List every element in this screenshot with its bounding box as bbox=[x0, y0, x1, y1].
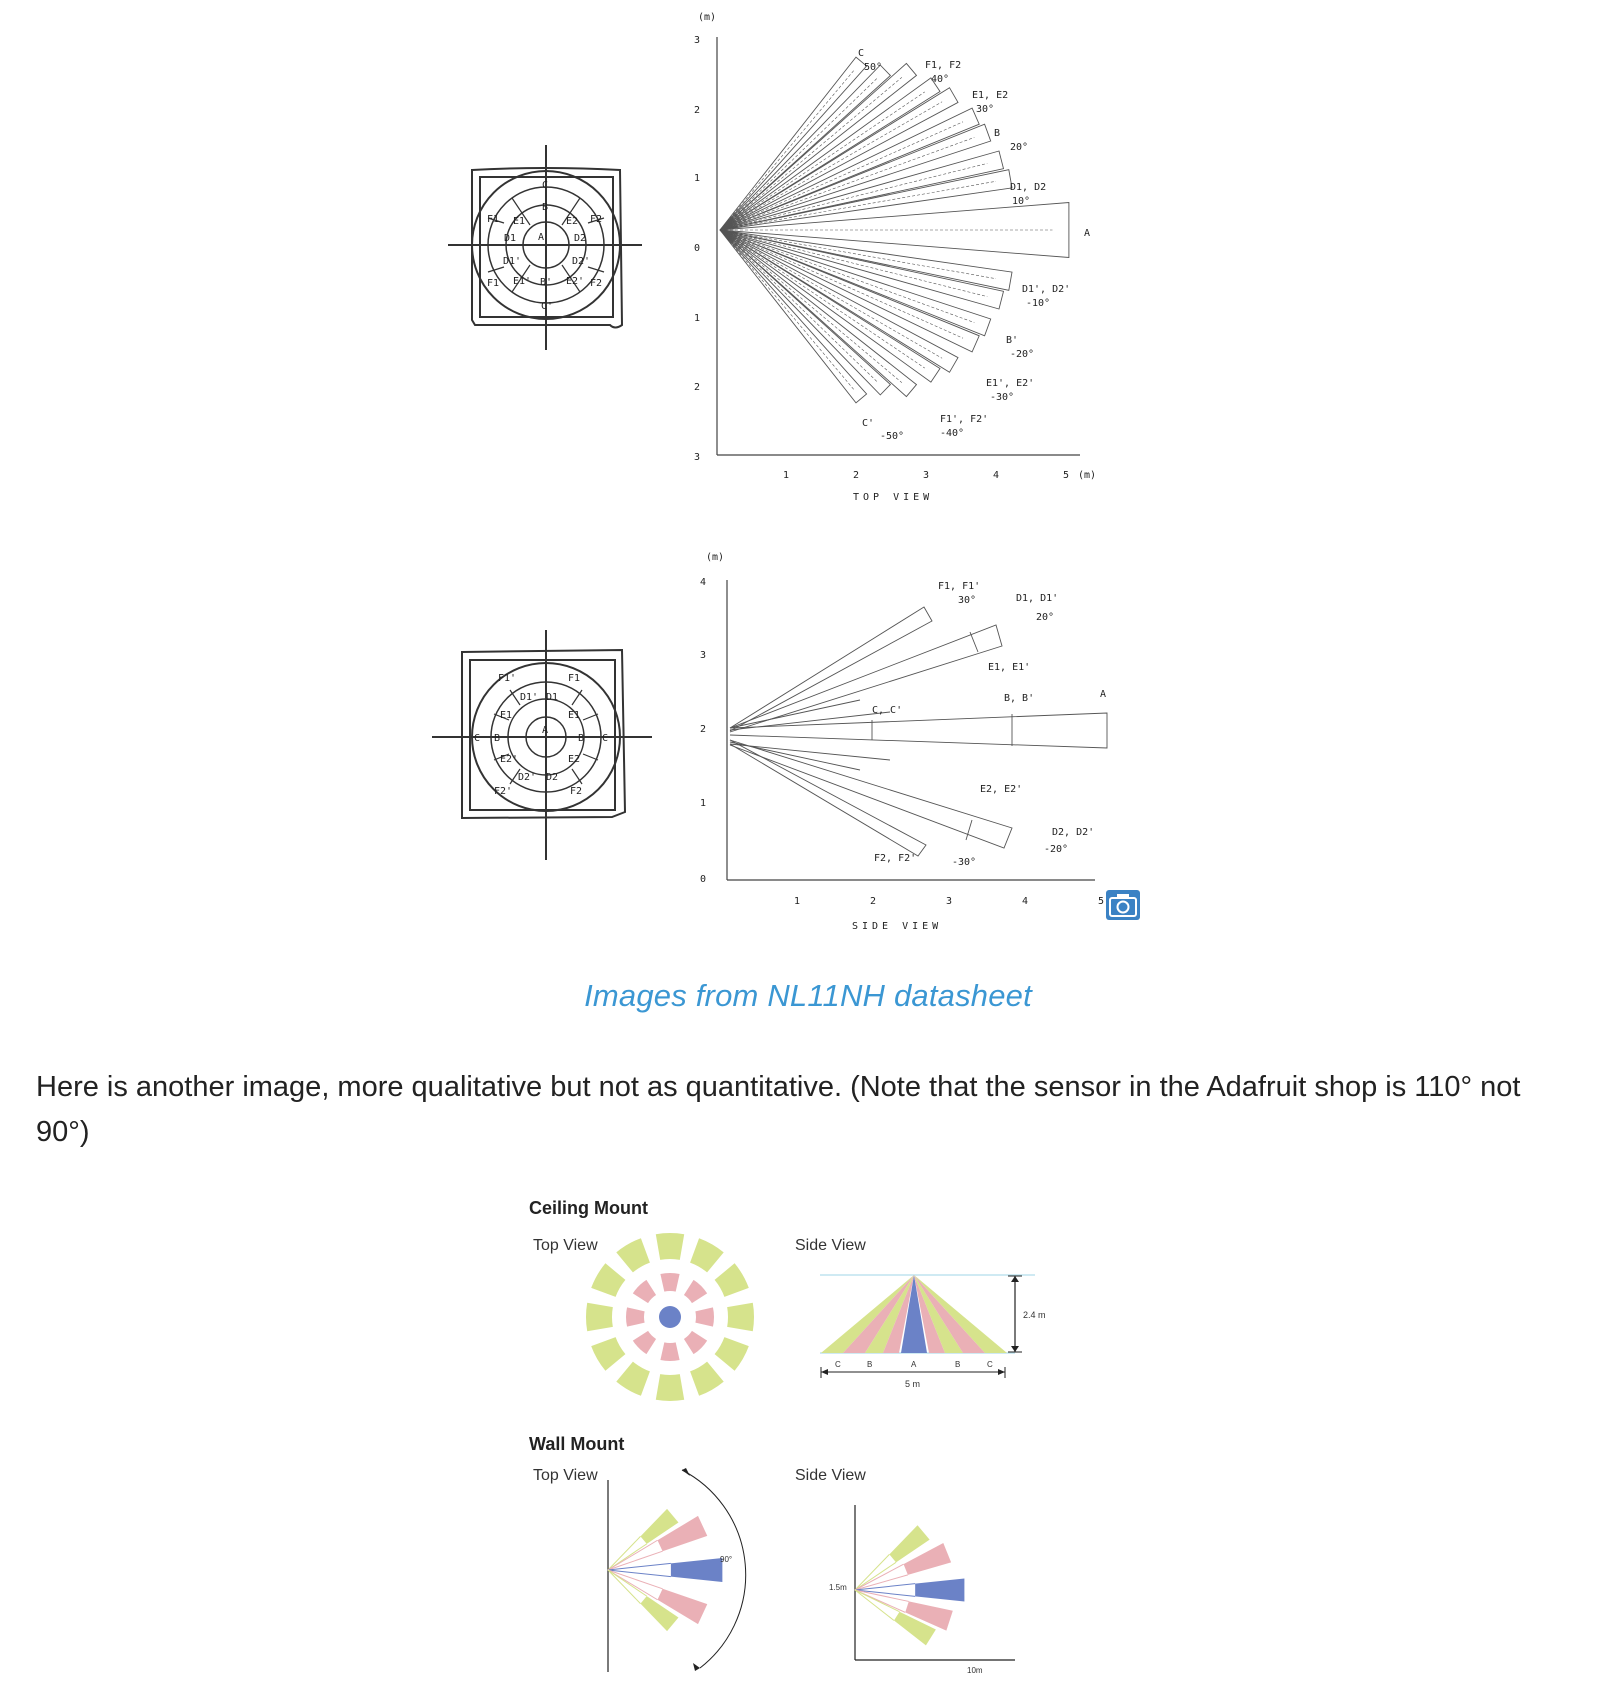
lens-label: C' bbox=[541, 301, 554, 312]
zone-angle: 50° bbox=[864, 62, 883, 73]
zone-angle: 40° bbox=[931, 74, 950, 85]
zone-label-b: B bbox=[994, 128, 1001, 139]
lens-label: E1' bbox=[513, 276, 532, 287]
lens-label: B bbox=[542, 202, 549, 213]
lens-label: D1 bbox=[546, 692, 559, 703]
ceiling-range-label: 5 m bbox=[905, 1379, 921, 1389]
y-tick: 3 bbox=[694, 35, 701, 46]
zone-segment bbox=[715, 1263, 749, 1297]
wall-top-view-diagram bbox=[600, 1460, 750, 1682]
zone-segment bbox=[616, 1238, 650, 1272]
beam bbox=[720, 230, 917, 397]
zone-label-d2-d2p: D2, D2' bbox=[1052, 827, 1095, 838]
top-view-zone-labels bbox=[858, 48, 1090, 442]
zone-letter: C bbox=[987, 1360, 993, 1369]
zone-label-d1-d2: D1, D2 bbox=[1010, 182, 1047, 193]
x-tick: 1 bbox=[783, 470, 790, 481]
zone-segment bbox=[586, 1303, 613, 1331]
beam-centerline bbox=[720, 230, 877, 382]
top-view-axes bbox=[717, 37, 1080, 455]
zone-angle: 20° bbox=[1036, 612, 1055, 623]
lens-label: E1 bbox=[568, 710, 581, 721]
zone-segment bbox=[727, 1303, 754, 1331]
zone-angle: -30° bbox=[990, 392, 1015, 403]
zone-angle: 20° bbox=[1010, 142, 1029, 153]
x-tick: 5 bbox=[1063, 470, 1070, 481]
lens-label: C bbox=[542, 180, 549, 191]
lens-label: E1 bbox=[500, 710, 513, 721]
zone-segment bbox=[660, 1273, 679, 1292]
center-zone bbox=[659, 1306, 681, 1328]
x-tick: 2 bbox=[853, 470, 860, 481]
beam bbox=[720, 124, 991, 230]
zone-segment bbox=[656, 1374, 684, 1401]
lens-label: D1' bbox=[503, 256, 522, 267]
wall-side-view-diagram bbox=[825, 1495, 1025, 1680]
y-tick: 1 bbox=[694, 313, 701, 324]
ceiling-top-view-label: Top View bbox=[533, 1237, 598, 1254]
zone-label-f1p-f2p: F1', F2' bbox=[940, 414, 989, 425]
lens-label: F2' bbox=[494, 786, 513, 797]
beam bbox=[720, 151, 1004, 230]
lens-label: A bbox=[542, 725, 549, 736]
zone-segment bbox=[671, 1558, 722, 1582]
lens-label: D2 bbox=[574, 233, 587, 244]
y-tick: 1 bbox=[694, 173, 701, 184]
body-paragraph: Here is another image, more qualitative but not as quantitative. (Note that the sensor in the Adafruit shop is 110° not 90°) bbox=[36, 1071, 1521, 1148]
side-view-zone-labels bbox=[872, 581, 1106, 868]
side-view-title: SIDE VIEW bbox=[852, 921, 943, 932]
camera-button[interactable] bbox=[1106, 890, 1140, 920]
zone-label-d1-d1p: D1, D1' bbox=[1016, 593, 1059, 604]
zone-label-b-bp: B, B' bbox=[1004, 693, 1035, 704]
beam bbox=[720, 230, 991, 336]
x-tick: 5 bbox=[1098, 896, 1105, 907]
beam-centerline bbox=[720, 230, 942, 358]
zone-segment bbox=[684, 1331, 707, 1354]
lens-label: F1 bbox=[487, 278, 500, 289]
lens-labels-side bbox=[474, 673, 608, 797]
zone-label-a: A bbox=[1100, 689, 1107, 700]
lens-label: C bbox=[602, 733, 609, 744]
zone-angle: 30° bbox=[976, 104, 995, 115]
wall-mount-title: Wall Mount bbox=[529, 1434, 625, 1454]
y-tick: 0 bbox=[700, 874, 707, 885]
zone-segment bbox=[626, 1307, 645, 1326]
lens-label: C bbox=[474, 733, 481, 744]
zone-label-e1-e1p: E1, E1' bbox=[988, 662, 1031, 673]
lens-label: E2 bbox=[568, 754, 581, 765]
zone-segment bbox=[660, 1342, 679, 1361]
zone-segment bbox=[695, 1307, 714, 1326]
datasheet-top-view bbox=[445, 5, 1105, 510]
zone-angle: -30° bbox=[952, 857, 977, 868]
ceiling-top-view-diagram bbox=[585, 1232, 755, 1402]
wall-top-view-label: Top View bbox=[533, 1467, 598, 1484]
wall-angle-label: 90° bbox=[720, 1555, 733, 1564]
y-tick: 4 bbox=[700, 577, 707, 588]
lens-label: D1' bbox=[520, 692, 539, 703]
wall-side-view-label: Side View bbox=[795, 1467, 866, 1484]
lens-label: F1' bbox=[498, 673, 517, 684]
lens-label: A bbox=[538, 232, 545, 243]
side-view-axes bbox=[727, 580, 1095, 880]
zone-segment bbox=[915, 1579, 964, 1602]
zone-label-d1p-d2p: D1', D2' bbox=[1022, 284, 1071, 295]
lens-label: E2 bbox=[566, 216, 579, 227]
lens-label: D1 bbox=[504, 233, 517, 244]
beam bbox=[720, 230, 1004, 309]
zone-angle: -40° bbox=[940, 428, 965, 439]
lens-label: F2 bbox=[590, 214, 603, 225]
lens-label: E2' bbox=[566, 276, 585, 287]
zone-segment bbox=[633, 1331, 656, 1354]
zone-letter: C bbox=[835, 1360, 841, 1369]
x-tick: 4 bbox=[993, 470, 1000, 481]
side-view-beams bbox=[730, 607, 1107, 856]
zone-segment bbox=[616, 1362, 650, 1396]
figure-caption: Images from NL11NH datasheet bbox=[584, 978, 1032, 1013]
zone-letter: B bbox=[867, 1360, 873, 1369]
zone-segment bbox=[591, 1263, 625, 1297]
wall-range-label: 10m bbox=[967, 1666, 983, 1675]
zone-angle: -20° bbox=[1010, 349, 1035, 360]
lens-label: E2' bbox=[500, 754, 519, 765]
ceiling-height-label: 2.4 m bbox=[1023, 1310, 1046, 1320]
beam bbox=[720, 230, 958, 372]
zone-segment bbox=[690, 1238, 724, 1272]
lens-label: B' bbox=[540, 277, 553, 288]
zone-label-a: A bbox=[1084, 228, 1091, 239]
y-tick: 2 bbox=[700, 724, 707, 735]
zone-segment bbox=[633, 1280, 656, 1303]
x-tick: 3 bbox=[923, 470, 930, 481]
y-tick: 1 bbox=[700, 798, 707, 809]
lens-label: D2' bbox=[518, 772, 537, 783]
ceiling-side-view-label: Side View bbox=[795, 1237, 866, 1254]
zone-segment bbox=[684, 1280, 707, 1303]
zone-label-e2-e2p: E2, E2' bbox=[980, 784, 1023, 795]
zone-angle: 30° bbox=[958, 595, 977, 606]
beam bbox=[720, 88, 958, 230]
lens-diagram-top bbox=[448, 145, 642, 350]
zone-angle: -20° bbox=[1044, 844, 1069, 855]
lens-label: F1 bbox=[568, 673, 581, 684]
zone-angle: -10° bbox=[1026, 298, 1051, 309]
lens-label: F2 bbox=[590, 278, 603, 289]
lens-label: B bbox=[578, 733, 585, 744]
zone-label-f2-f2p: F2, F2' bbox=[874, 853, 917, 864]
camera-icon bbox=[1106, 890, 1140, 920]
zone-segment bbox=[715, 1337, 749, 1371]
ceiling-mount-title: Ceiling Mount bbox=[529, 1198, 648, 1218]
zone-label-e1p-e2p: E1', E2' bbox=[986, 378, 1035, 389]
zone-angle: 10° bbox=[1012, 196, 1031, 207]
beam-centerline bbox=[720, 77, 902, 230]
zone-label-c-cp: C, C' bbox=[872, 705, 903, 716]
lens-label: B bbox=[494, 733, 501, 744]
zone-letter: B bbox=[955, 1360, 961, 1369]
y-tick: 2 bbox=[694, 105, 701, 116]
x-tick: 2 bbox=[870, 896, 877, 907]
x-tick: 4 bbox=[1022, 896, 1029, 907]
beam-centerline bbox=[720, 92, 925, 230]
y-tick: 3 bbox=[700, 650, 707, 661]
datasheet-side-view bbox=[445, 550, 1105, 945]
beam bbox=[720, 63, 917, 230]
lens-label: D2' bbox=[572, 256, 591, 267]
zone-segment bbox=[690, 1362, 724, 1396]
ceiling-side-view-diagram bbox=[815, 1268, 1045, 1398]
wall-height-label: 1.5m bbox=[829, 1583, 847, 1592]
lens-label: D2 bbox=[546, 772, 559, 783]
zone-segment bbox=[591, 1337, 625, 1371]
top-view-title: TOP VIEW bbox=[853, 492, 934, 503]
zone-label-e1-e2: E1, E2 bbox=[972, 90, 1009, 101]
zone-label-c: C bbox=[858, 48, 865, 59]
beam-centerline bbox=[720, 230, 902, 383]
zone-label-cp: C' bbox=[862, 418, 875, 429]
lens-label: F2 bbox=[570, 786, 583, 797]
beam-centerline bbox=[720, 102, 942, 230]
y-tick: 3 bbox=[694, 452, 701, 463]
beam bbox=[720, 170, 1012, 230]
zone-label-bp: B' bbox=[1006, 335, 1019, 346]
y-tick: 0 bbox=[694, 243, 701, 254]
y-unit-label: (m) bbox=[698, 12, 717, 23]
x-tick: 3 bbox=[946, 896, 953, 907]
zone-label-f1-f1p: F1, F1' bbox=[938, 581, 981, 592]
beam-centerline bbox=[720, 230, 996, 279]
beam-centerline bbox=[720, 230, 925, 368]
zone-letter: A bbox=[911, 1360, 917, 1369]
beam-centerline bbox=[720, 78, 877, 230]
zone-segment bbox=[656, 1233, 684, 1260]
x-unit-label: (m) bbox=[1078, 470, 1097, 481]
lens-label: F1 bbox=[487, 214, 500, 225]
zone-angle: -50° bbox=[880, 431, 905, 442]
beam-centerline bbox=[720, 181, 996, 230]
x-tick: 1 bbox=[794, 896, 801, 907]
zone-label-f1-f2: F1, F2 bbox=[925, 60, 962, 71]
y-unit-label: (m) bbox=[706, 552, 725, 563]
lens-label: E1 bbox=[513, 216, 526, 227]
lens-diagram-side bbox=[432, 630, 652, 860]
y-tick: 2 bbox=[694, 382, 701, 393]
